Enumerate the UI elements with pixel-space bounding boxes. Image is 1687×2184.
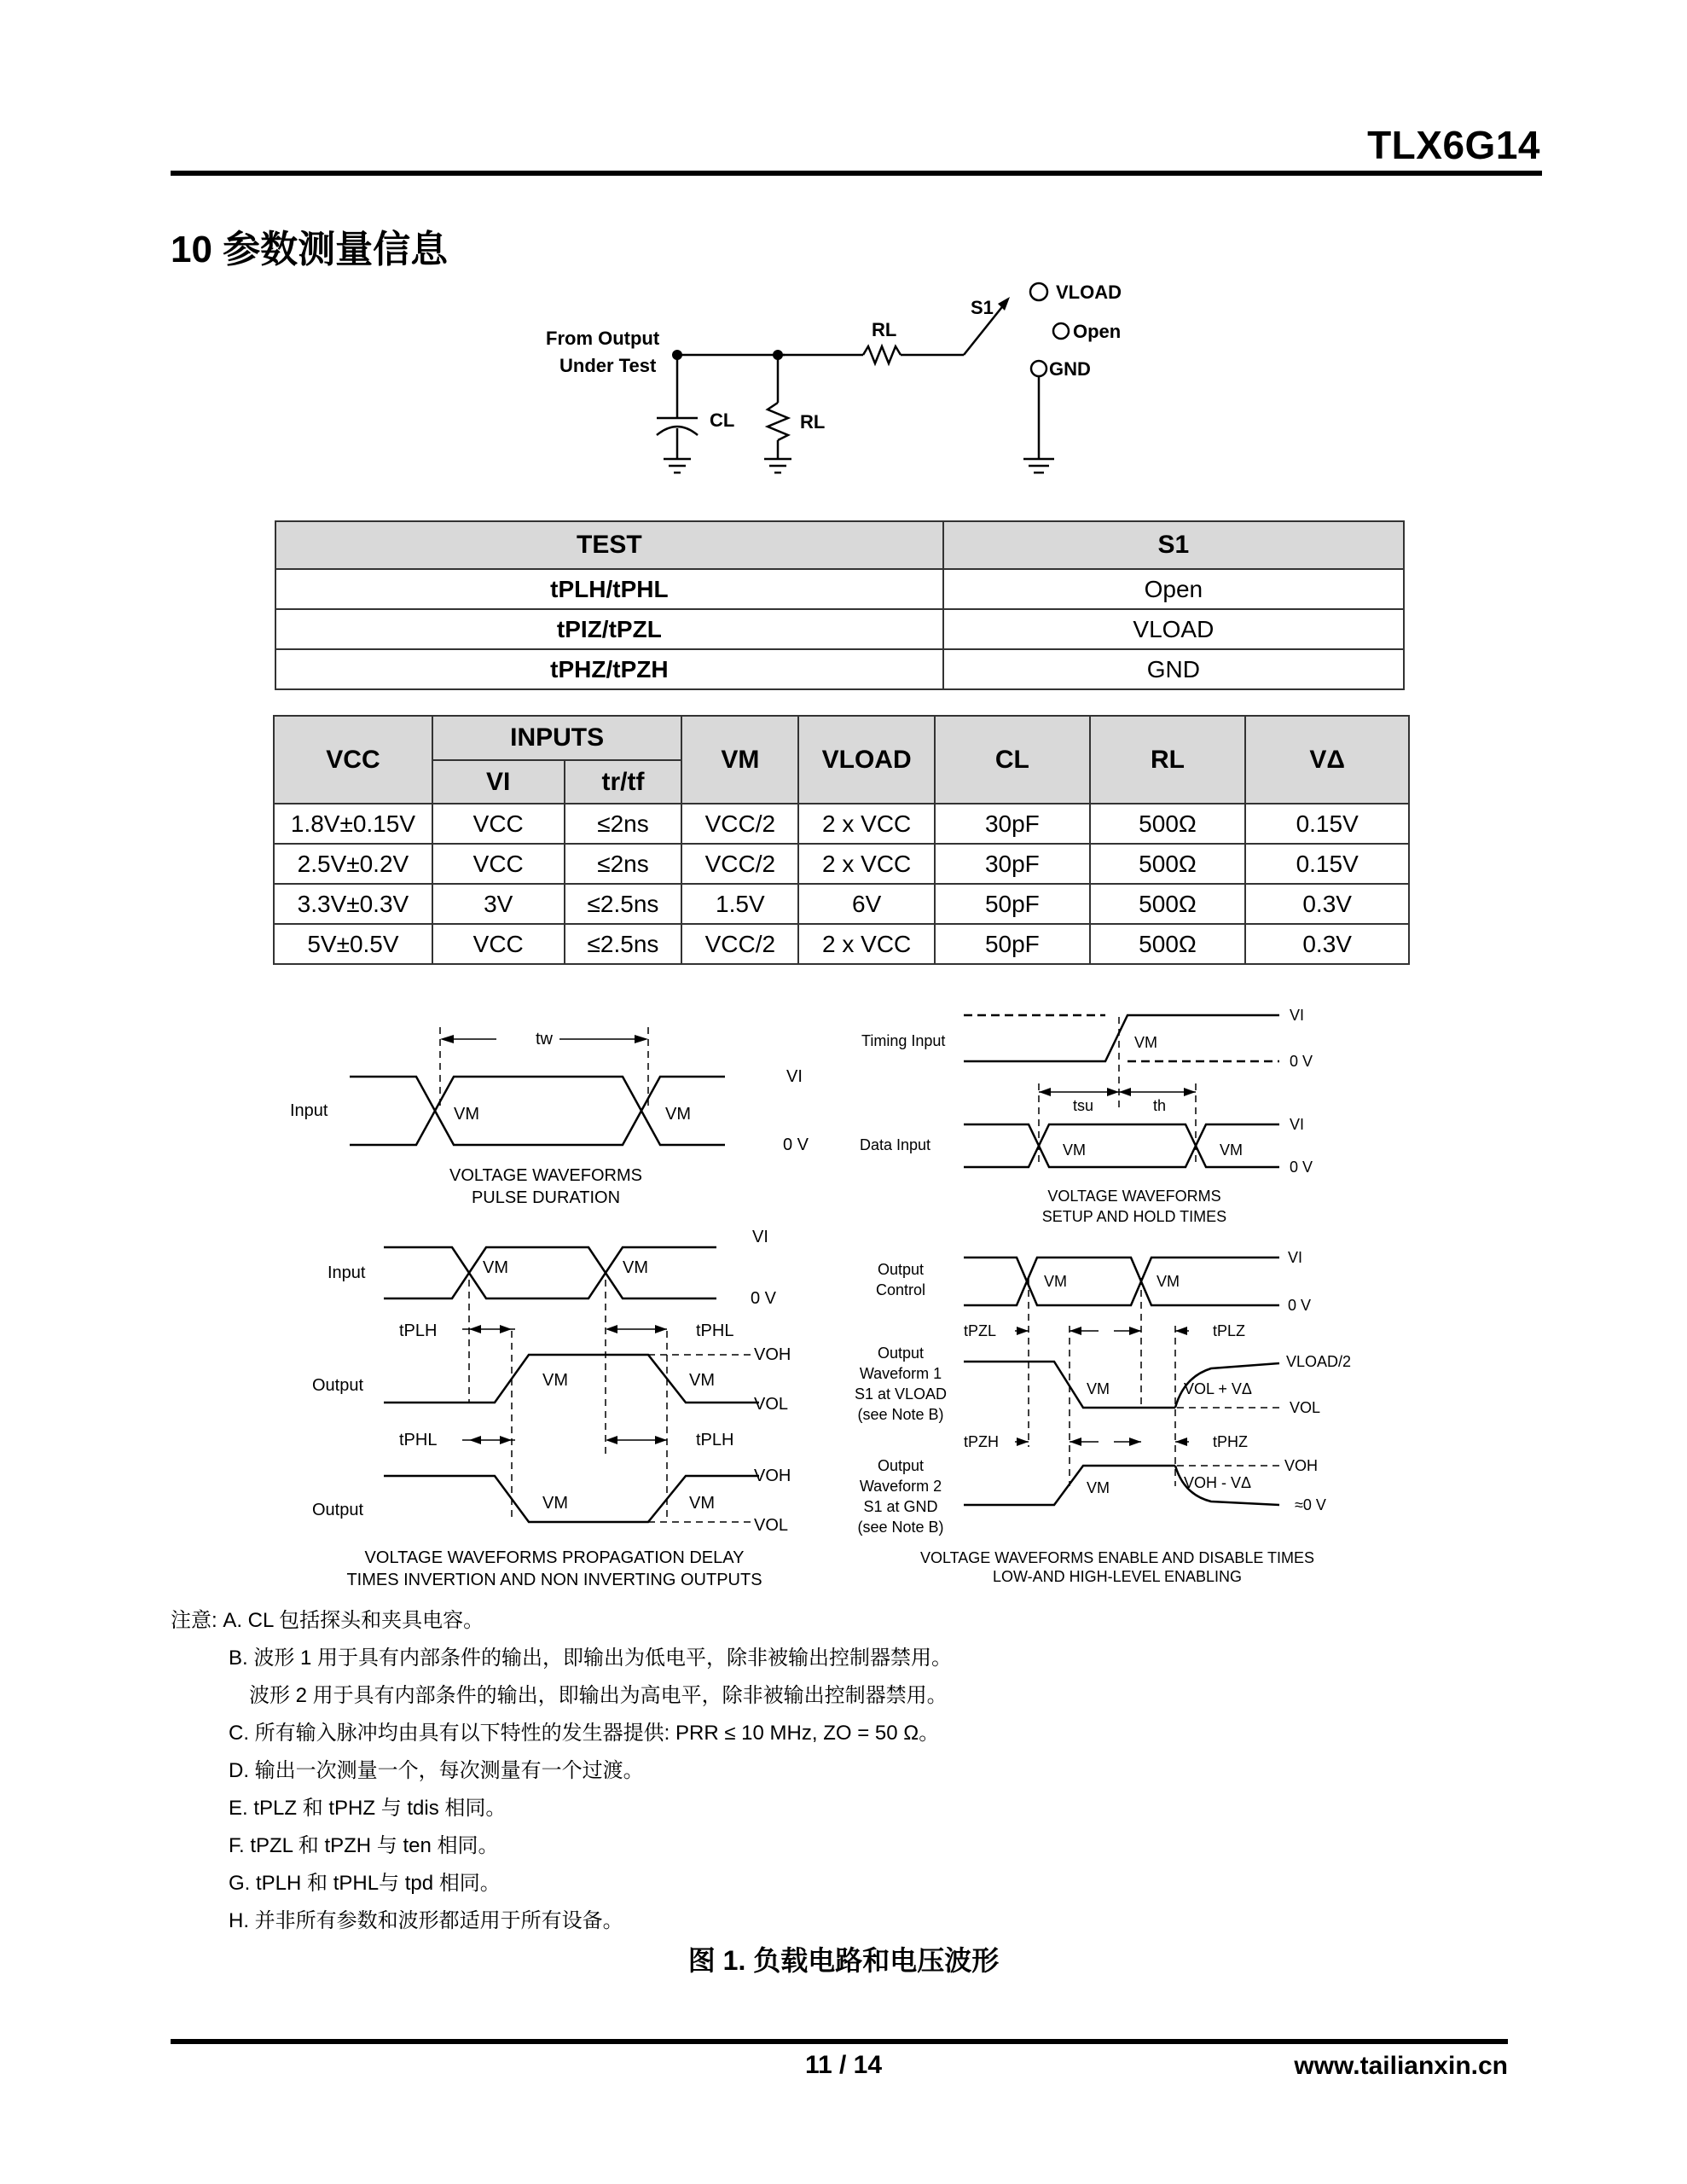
table-row	[275, 609, 1404, 649]
under-test-label: Under Test	[559, 355, 657, 376]
table-cell: 500Ω	[1090, 804, 1246, 844]
note-c: C. 所有输入脉冲均由具有以下特性的发生器提供: PRR ≤ 10 MHz, ZO = 50 Ω。	[229, 1722, 940, 1745]
vi-label: VI	[786, 1067, 803, 1086]
s1-cell: GND	[943, 649, 1404, 689]
table-cell: 1.5V	[681, 884, 798, 924]
tr-tf-header: tr/tf	[565, 760, 682, 804]
website-link[interactable]: www.tailianxin.cn	[1294, 2052, 1508, 2080]
zero-volt-label: 0 V	[1288, 1297, 1312, 1314]
vm-label: VM	[1087, 1380, 1110, 1397]
table-cell: VCC/2	[681, 804, 798, 844]
tplh-label: tPLH	[696, 1431, 734, 1449]
rl-series-label: RL	[872, 319, 897, 340]
test-header: TEST	[275, 521, 943, 569]
vm-label: VM	[454, 1105, 479, 1124]
wf1-label-2: Waveform 1	[859, 1365, 942, 1382]
wf1-label-4: (see Note B)	[857, 1406, 944, 1423]
table-cell: VCC	[432, 844, 565, 884]
note-f: F. tPZL 和 tPZH 与 ten 相同。	[229, 1834, 499, 1857]
table-cell: 0.15V	[1245, 804, 1409, 844]
tpzl-label: tPZL	[964, 1322, 997, 1339]
table-cell: 500Ω	[1090, 844, 1246, 884]
header-rule	[171, 171, 1542, 176]
zero-volt-label: 0 V	[751, 1289, 777, 1308]
test-cell: tPLH/tPHL	[275, 569, 943, 609]
tsu-label: tsu	[1073, 1097, 1094, 1114]
cl-header: CL	[935, 716, 1090, 804]
pulse-duration-waveform	[273, 1015, 836, 1211]
pulse-input-label: Input	[290, 1101, 328, 1120]
note-g: G. tPLH 和 tPHL与 tpd 相同。	[229, 1872, 501, 1895]
rl-header: RL	[1090, 716, 1246, 804]
part-number: TLX6G14	[1367, 123, 1540, 167]
prop-output-label: Output	[312, 1501, 364, 1519]
rl-shunt-label: RL	[800, 411, 826, 433]
voh-label: VOH	[754, 1467, 791, 1485]
table-cell: 2 x VCC	[798, 844, 935, 884]
table-cell: ≤2ns	[565, 804, 682, 844]
table-row	[274, 884, 1409, 924]
table-row	[274, 924, 1409, 964]
th-label: th	[1153, 1097, 1167, 1114]
vm-label: VM	[665, 1105, 691, 1124]
tphl-label: tPHL	[399, 1431, 438, 1449]
voh-label: VOH	[1284, 1457, 1319, 1474]
timing-input-label: Timing Input	[861, 1032, 946, 1049]
tphl-label: tPHL	[696, 1321, 734, 1340]
load-circuit-diagram	[512, 273, 1160, 503]
prop-caption-1: VOLTAGE WAVEFORMS PROPAGATION DELAY	[364, 1548, 745, 1567]
tpzh-label: tPZH	[964, 1433, 1000, 1450]
enable-caption-1: VOLTAGE WAVEFORMS ENABLE AND DISABLE TIMES	[919, 1549, 1315, 1566]
prop-output-label: Output	[312, 1376, 364, 1395]
voh-minus-label: VOH - VΔ	[1184, 1474, 1252, 1491]
table-cell: 500Ω	[1090, 884, 1246, 924]
vol-label: VOL	[754, 1395, 789, 1414]
zero-volt-label: 0 V	[1290, 1053, 1313, 1070]
enable-disable-waveform	[853, 1237, 1382, 1587]
prop-input-label: Input	[328, 1263, 366, 1282]
vm-label: VM	[542, 1371, 568, 1390]
wf2-label-1: Output	[877, 1457, 925, 1474]
data-input-label: Data Input	[860, 1136, 931, 1153]
s1-header: S1	[943, 521, 1404, 569]
table-cell: ≤2.5ns	[565, 924, 682, 964]
output-control-label-1: Output	[877, 1261, 925, 1278]
table-row	[274, 804, 1409, 844]
setup-caption-2: SETUP AND HOLD TIMES	[1041, 1208, 1227, 1225]
note-h: H. 并非所有参数和波形都适用于所有设备。	[229, 1909, 623, 1932]
note-b-continued: 波形 2 用于具有内部条件的输出，即输出为高电平，除非被输出控制器禁用。	[249, 1684, 948, 1707]
zero-volt-label: 0 V	[783, 1136, 809, 1154]
vm-label: VM	[689, 1371, 715, 1390]
setup-caption-1: VOLTAGE WAVEFORMS	[1047, 1188, 1221, 1205]
vm-label: VM	[1044, 1273, 1067, 1290]
pulse-caption-1: VOLTAGE WAVEFORMS	[449, 1166, 642, 1185]
from-output-label: From Output	[546, 328, 660, 349]
gnd-label: GND	[1049, 358, 1091, 380]
test-cell: tPIZ/tPZL	[275, 609, 943, 649]
enable-caption-2: LOW-AND HIGH-LEVEL ENABLING	[992, 1568, 1243, 1585]
vcc-header: VCC	[274, 716, 432, 804]
vload-half-label: VLOAD/2	[1286, 1353, 1352, 1370]
table-cell: 6V	[798, 884, 935, 924]
table-cell: 0.3V	[1245, 884, 1409, 924]
note-b: B. 波形 1 用于具有内部条件的输出，即输出为低电平，除非被输出控制器禁用。	[229, 1647, 953, 1670]
vm-label: VM	[623, 1258, 648, 1277]
vm-label: VM	[1087, 1479, 1110, 1496]
vm-label: VM	[483, 1258, 508, 1277]
table-cell: ≤2.5ns	[565, 884, 682, 924]
wf1-label-3: S1 at VLOAD	[854, 1385, 948, 1403]
inputs-header: INPUTS	[432, 716, 682, 760]
s1-cell: Open	[943, 569, 1404, 609]
output-control-label-2: Control	[875, 1281, 926, 1298]
table-cell: VCC/2	[681, 844, 798, 884]
wf1-label-1: Output	[877, 1345, 925, 1362]
vload-label: VLOAD	[1056, 282, 1122, 303]
wf2-label-3: S1 at GND	[863, 1498, 938, 1515]
page-number: 11 / 14	[804, 2051, 883, 2079]
vm-label: VM	[542, 1494, 568, 1513]
approx-zero-label: ≈0 V	[1295, 1496, 1326, 1513]
tw-label: tw	[536, 1030, 553, 1048]
table-cell: VCC/2	[681, 924, 798, 964]
open-label: Open	[1073, 321, 1122, 342]
test-switch-table	[275, 520, 1405, 690]
table-cell: 5V±0.5V	[274, 924, 432, 964]
table-cell: 0.15V	[1245, 844, 1409, 884]
vm-header: VM	[681, 716, 798, 804]
vi-label: VI	[1290, 1116, 1305, 1133]
table-cell: 1.8V±0.15V	[274, 804, 432, 844]
vi-label: VI	[1288, 1249, 1303, 1266]
wf2-label-4: (see Note B)	[857, 1519, 944, 1536]
vol-label: VOL	[1290, 1399, 1321, 1416]
vi-header: VI	[432, 760, 565, 804]
figure-caption: 图 1. 负载电路和电压波形	[687, 1945, 1000, 1976]
table-cell: 50pF	[935, 884, 1090, 924]
vm-label: VM	[1063, 1141, 1086, 1159]
notes-block	[171, 1602, 952, 1940]
vol-plus-label: VOL + VΔ	[1184, 1380, 1252, 1397]
s1-label: S1	[971, 297, 994, 318]
tplh-label: tPLH	[399, 1321, 438, 1340]
setup-hold-waveform	[853, 1000, 1382, 1230]
table-cell: VCC	[432, 804, 565, 844]
note-d: D. 输出一次测量一个，每次测量有一个过渡。	[229, 1759, 644, 1782]
vi-label: VI	[752, 1228, 768, 1246]
zero-volt-label: 0 V	[1290, 1159, 1313, 1176]
table-cell: 3V	[432, 884, 565, 924]
footer-rule	[171, 2039, 1508, 2044]
vm-label: VM	[1134, 1034, 1157, 1051]
wf2-label-2: Waveform 2	[859, 1478, 942, 1495]
s1-cell: VLOAD	[943, 609, 1404, 649]
vm-label: VM	[1157, 1273, 1180, 1290]
test-conditions-table	[273, 715, 1410, 965]
voh-label: VOH	[754, 1345, 791, 1364]
table-cell: 30pF	[935, 804, 1090, 844]
note-a: 注意: A. CL 包括探头和夹具电容。	[171, 1609, 484, 1632]
vdelta-header: VΔ	[1245, 716, 1409, 804]
table-row	[275, 649, 1404, 689]
table-cell: 0.3V	[1245, 924, 1409, 964]
table-cell: 500Ω	[1090, 924, 1246, 964]
note-e: E. tPLZ 和 tPHZ 与 tdis 相同。	[229, 1797, 507, 1820]
pulse-caption-2: PULSE DURATION	[471, 1188, 621, 1207]
table-cell: 2.5V±0.2V	[274, 844, 432, 884]
table-cell: 30pF	[935, 844, 1090, 884]
table-row	[274, 844, 1409, 884]
section-title: 10 参数测量信息	[171, 229, 449, 270]
table-cell: 2 x VCC	[798, 804, 935, 844]
table-cell: 2 x VCC	[798, 924, 935, 964]
cl-label: CL	[710, 410, 735, 431]
vi-label: VI	[1290, 1007, 1305, 1024]
test-cell: tPHZ/tPZH	[275, 649, 943, 689]
vm-label: VM	[1220, 1141, 1243, 1159]
table-row	[275, 569, 1404, 609]
prop-caption-2: TIMES INVERTION AND NON INVERTING OUTPUTS	[346, 1571, 762, 1589]
table-cell: VCC	[432, 924, 565, 964]
propagation-delay-waveform	[273, 1220, 836, 1595]
vol-label: VOL	[754, 1516, 789, 1535]
table-cell: ≤2ns	[565, 844, 682, 884]
vload-header: VLOAD	[798, 716, 935, 804]
tphz-label: tPHZ	[1213, 1433, 1249, 1450]
tplz-label: tPLZ	[1213, 1322, 1246, 1339]
vm-label: VM	[689, 1494, 715, 1513]
table-cell: 3.3V±0.3V	[274, 884, 432, 924]
table-cell: 50pF	[935, 924, 1090, 964]
